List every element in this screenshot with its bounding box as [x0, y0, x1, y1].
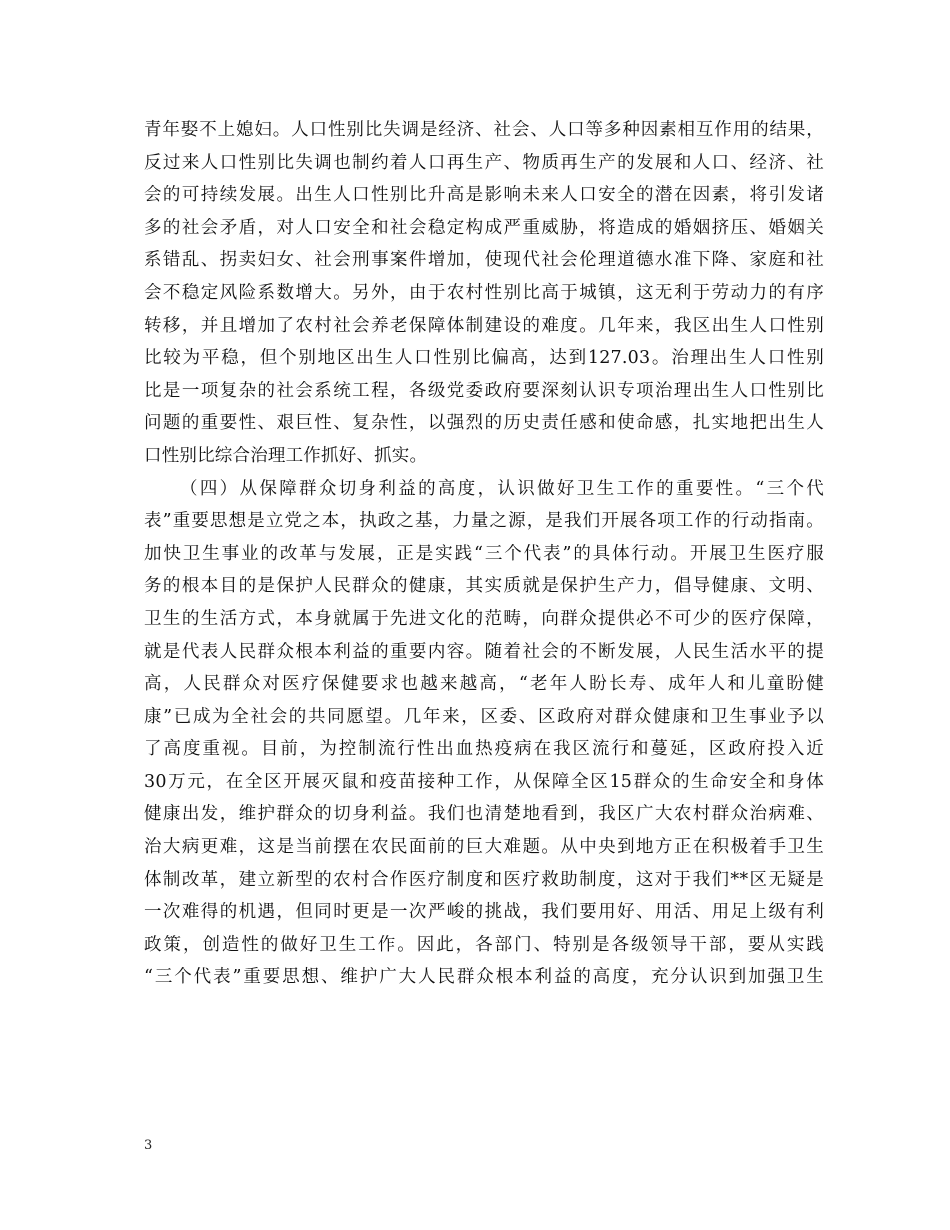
text-line: 了高度重视。目前，为控制流行性出血热疫病在我区流行和蔓延，区政府投入近 [144, 739, 824, 760]
text-line: 表”重要思想是立党之本，执政之基，力量之源，是我们开展各项工作的行动指南。 [144, 511, 824, 532]
text-line: 高，人民群众对医疗保健要求也越来越高，“老年人盼长寿、成年人和儿童盼健 [144, 674, 824, 695]
section-heading-line: （四）从保障群众切身利益的高度，认识做好卫生工作的重要性。“三个代 [180, 478, 824, 499]
text-line: 体制改革，建立新型的农村合作医疗制度和医疗救助制度，这对于我们**区无疑是 [144, 869, 824, 890]
text-line: 比是一项复杂的社会系统工程，各级党委政府要深刻认识专项治理出生人口性别比 [144, 380, 824, 401]
text-line: 青年娶不上媳妇。人口性别比失调是经济、社会、人口等多种因素相互作用的结果， [144, 120, 824, 140]
text-line: 口性别比综合治理工作抓好、抓实。 [144, 445, 428, 466]
text-line: 康”已成为全社会的共同愿望。几年来，区委、区政府对群众健康和卫生事业予以 [144, 706, 824, 727]
text-line: 转移，并且增加了农村社会养老保障体制建设的难度。几年来，我区出生人口性别 [144, 315, 824, 336]
text-line: 30万元，在全区开展灭鼠和疫苗接种工作，从保障全区15群众的生命安全和身体 [144, 771, 824, 792]
page-number: 3 [144, 1138, 153, 1153]
text-line: 会的可持续发展。出生人口性别比升高是影响未来人口安全的潜在因素，将引发诸 [144, 185, 824, 206]
text-line: 务的根本目的是保护人民群众的健康，其实质就是保护生产力，倡导健康、文明、 [144, 576, 824, 597]
text-line: 健康出发，维护群众的切身利益。我们也清楚地看到，我区广大农村群众治病难、 [144, 804, 824, 825]
text-line: 系错乱、拐卖妇女、社会刑事案件增加，使现代社会伦理道德水准下降、家庭和社 [144, 250, 824, 271]
text-line: 加快卫生事业的改革与发展，正是实践“三个代表”的具体行动。开展卫生医疗服 [144, 543, 824, 564]
document-body [144, 114, 824, 994]
text-line: 就是代表人民群众根本利益的重要内容。随着社会的不断发展，人民生活水平的提 [144, 641, 824, 662]
text-line: 政策，创造性的做好卫生工作。因此，各部门、特别是各级领导干部，要从实践 [144, 934, 824, 955]
text-line: 反过来人口性别比失调也制约着人口再生产、物质再生产的发展和人口、经济、社 [144, 152, 824, 173]
text-line: 问题的重要性、艰巨性、复杂性，以强烈的历史责任感和使命感，扎实地把出生人 [144, 413, 824, 434]
text-line: 比较为平稳，但个别地区出生人口性别比偏高，达到127.03。治理出生人口性别 [144, 348, 824, 369]
text-line: 会不稳定风险系数增大。另外，由于农村性别比高于城镇，这无利于劳动力的有序 [144, 282, 824, 303]
text-line: 多的社会矛盾，对人口安全和社会稳定构成严重威胁，将造成的婚姻挤压、婚姻关 [144, 217, 824, 238]
text-line: “三个代表”重要思想、维护广大人民群众根本利益的高度，充分认识到加强卫生 [144, 967, 824, 988]
text-line: 卫生的生活方式，本身就属于先进文化的范畴，向群众提供必不可少的医疗保障， [144, 608, 824, 629]
text-line: 一次难得的机遇，但同时更是一次严峻的挑战，我们要用好、用活、用足上级有利 [144, 902, 824, 923]
text-line: 治大病更难，这是当前摆在农民面前的巨大难题。从中央到地方正在积极着手卫生 [144, 837, 824, 858]
